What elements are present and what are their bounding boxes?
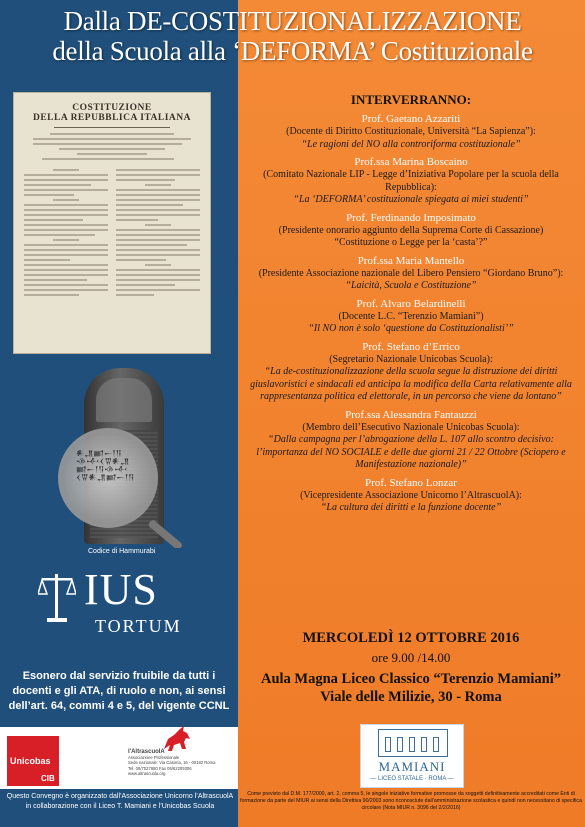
speaker-talk: “Laicità, Scuola e Costituzione” — [345, 280, 477, 291]
speaker-role: (Segretario Nazionale Unicobas Scuola): — [329, 353, 493, 365]
constitution-column-left — [24, 166, 108, 299]
speaker-talk: “Il NO non è solo ‘questione da Costituzionalisti’” — [308, 323, 514, 334]
speaker-role: (Presidente Associazione nazionale del Libero Pensiero “Giordano Bruno”): — [258, 267, 564, 279]
mamiani-logo-name: MAMIANI — [378, 759, 446, 774]
unicobas-logo-text: Unicobas — [10, 756, 51, 766]
speaker-item — [242, 211, 580, 250]
mamiani-logo-subtitle: — LICEO STATALE · ROMA — — [370, 776, 454, 782]
altrascuola-line-2: Sede nazionale: Via Casoria, 16 - 00182 Roma — [128, 760, 216, 766]
unicorn-icon — [160, 725, 196, 753]
altrascuola-line-1: Associazione Professionale — [128, 755, 180, 761]
mamiani-logo — [360, 724, 464, 788]
venue-line-2: Viale delle Milizie, 30 - Roma — [320, 689, 502, 705]
speaker-role: (Comitato Nazionale LIP - Legge d’Iniziativa Popolare per la scuola della Repubblica): — [263, 169, 559, 193]
scales-of-justice-icon — [38, 570, 76, 624]
poster-title — [0, 6, 585, 66]
speaker-name: Prof.ssa Alessandra Fantauzzi — [345, 408, 477, 421]
speaker-role: (Membro dell’Esecutivo Nazionale Unicobas Scuola): — [302, 421, 520, 433]
speaker-talk: “La ‘DEFORMA’ costituzionale spiegata ai miei studenti” — [293, 194, 529, 205]
event-time: ore 9.00 /14.00 — [371, 650, 451, 665]
school-building-icon — [378, 729, 448, 757]
venue-line-1: Aula Magna Liceo Classico “Terenzio Mamiani” — [260, 671, 562, 687]
codex-caption: Codice di Hammurabi — [88, 548, 156, 555]
speaker-role: (Vicepresidente Associazione Unicorno l’AltrascuolA): — [300, 489, 522, 501]
title-line-1: Dalla DE-COSTITUZIONALIZZAZIONE — [63, 6, 522, 36]
cib-logo-text: CIB — [41, 774, 55, 783]
speaker-role: (Docente L.C. “Terenzio Mamiani”) — [338, 310, 484, 322]
altrascuola-line-3: Tel. 06/7027680 Fax 06/62209306 — [128, 765, 192, 771]
event-venue — [242, 670, 580, 706]
speaker-name: Prof. Stefano d’Errico — [362, 340, 460, 353]
speaker-name: Prof.ssa Maria Mantello — [357, 254, 465, 267]
constitution-heading-1: COSTITUZIONE — [72, 103, 152, 113]
tortum-wordmark: TORTUM — [95, 616, 182, 636]
accreditation-note: Come previsto dal D.M. 177/2000, art. 2, comma 5, le singole iniziative formative promosse da soggetti definitivamente accreditati come Enti di formazione da parte del MIUR ai sensi della Direttiva 90/2003 sono riconosciute dall’amministrazione scolastica e quindi non necessitano di specifica circolare (Nota MIUR n. 3096 del 2/2/2016) — [240, 791, 582, 811]
speaker-role: (Presidente onorario aggiunto della Suprema Corte di Cassazione) — [278, 224, 544, 236]
unicobas-logo — [7, 736, 59, 786]
speaker-item — [242, 340, 580, 404]
speaker-name: Prof. Gaetano Azzariti — [361, 113, 461, 125]
constitution-article-columns — [24, 166, 200, 299]
organizer-note: Questo Convegno è organizzato dall’Associazione Unicorno l’AltrascuolA in collaborazione con il Liceo T. Mamiani e l’Unicobas Scuola — [6, 793, 234, 810]
speaker-item — [242, 476, 580, 515]
speaker-talk: “Costituzione o Legge per la ‘casta’?” — [334, 237, 488, 248]
speaker-name: Prof. Alvaro Belardinelli — [356, 297, 466, 310]
speaker-talk: “La de-costituzionalizzazione della scuola segue la distruzione dei diritti giuslavoristici e sindacali ed anticipa la modifica della Carta relativamente alla rappresentanza politica ed elettorale, in un percorso che viene da lontano” — [250, 366, 572, 402]
altrascuola-name: l'AltrascuolA — [128, 749, 165, 755]
ius-wordmark: IUS — [84, 565, 158, 614]
speaker-name: Prof. Ferdinando Imposimato — [346, 211, 476, 224]
constitution-column-right — [116, 166, 200, 299]
speakers-intro: INTERVERRANNO: — [350, 92, 472, 107]
magnifying-glass-icon — [58, 428, 158, 528]
constitution-document-image — [13, 92, 211, 354]
constitution-preamble-lines — [24, 133, 200, 160]
codex-relief — [96, 378, 152, 422]
speakers-section — [242, 92, 580, 515]
speaker-name: Prof.ssa Marina Boscaino — [354, 156, 468, 168]
title-line-2: della Scuola alla ‘DEFORMA’ Costituzionale — [52, 36, 533, 66]
exemption-notice: Esonero dal servizio fruibile da tutti i docenti e gli ATA, di ruolo e non, ai sensi dell’art. 64, commi 4 e 5, del vigente CCNL — [8, 670, 230, 712]
speaker-item — [242, 254, 580, 293]
speaker-item — [242, 408, 580, 472]
speaker-talk: “Dalla campagna per l’abrogazione della L. 107 allo scontro decisivo: l’importanza del NO SOCIALE e delle due giorni 21 / 22 Ottobre (Sciopero e Manifestazione nazionale)” — [256, 434, 566, 470]
altrascuola-info — [128, 750, 236, 776]
speaker-name: Prof. Stefano Lonzar — [365, 476, 457, 489]
speaker-talk: “Le ragioni del NO alla controriforma costituzionale” — [301, 138, 521, 150]
speaker-role: (Docente di Diritto Costituzionale, Università “La Sapienza”): — [286, 126, 536, 137]
event-date: MERCOLEDÌ 12 OTTOBRE 2016 — [302, 630, 520, 646]
constitution-heading-2: DELLA REPUBBLICA ITALIANA — [32, 113, 192, 123]
altrascuola-line-4: www.altrascuola.org — [128, 770, 166, 776]
speaker-talk: “La cultura dei diritti e la funzione docente” — [320, 502, 502, 513]
constitution-rule — [54, 127, 170, 128]
speaker-item — [242, 155, 580, 207]
cuneiform-glyphs: 𒀭𒂗𒆤𒀸𒁹𒀀𒈾𒋾𒌋𒐊𒀭𒂗𒆤𒀸𒁹𒀀𒈾𒋾𒌋𒐊𒀭𒂗𒆤𒀸𒁹𒀀 — [76, 450, 135, 482]
hammurabi-codex-image — [56, 368, 191, 548]
speaker-item — [242, 112, 580, 151]
speaker-item — [242, 297, 580, 336]
